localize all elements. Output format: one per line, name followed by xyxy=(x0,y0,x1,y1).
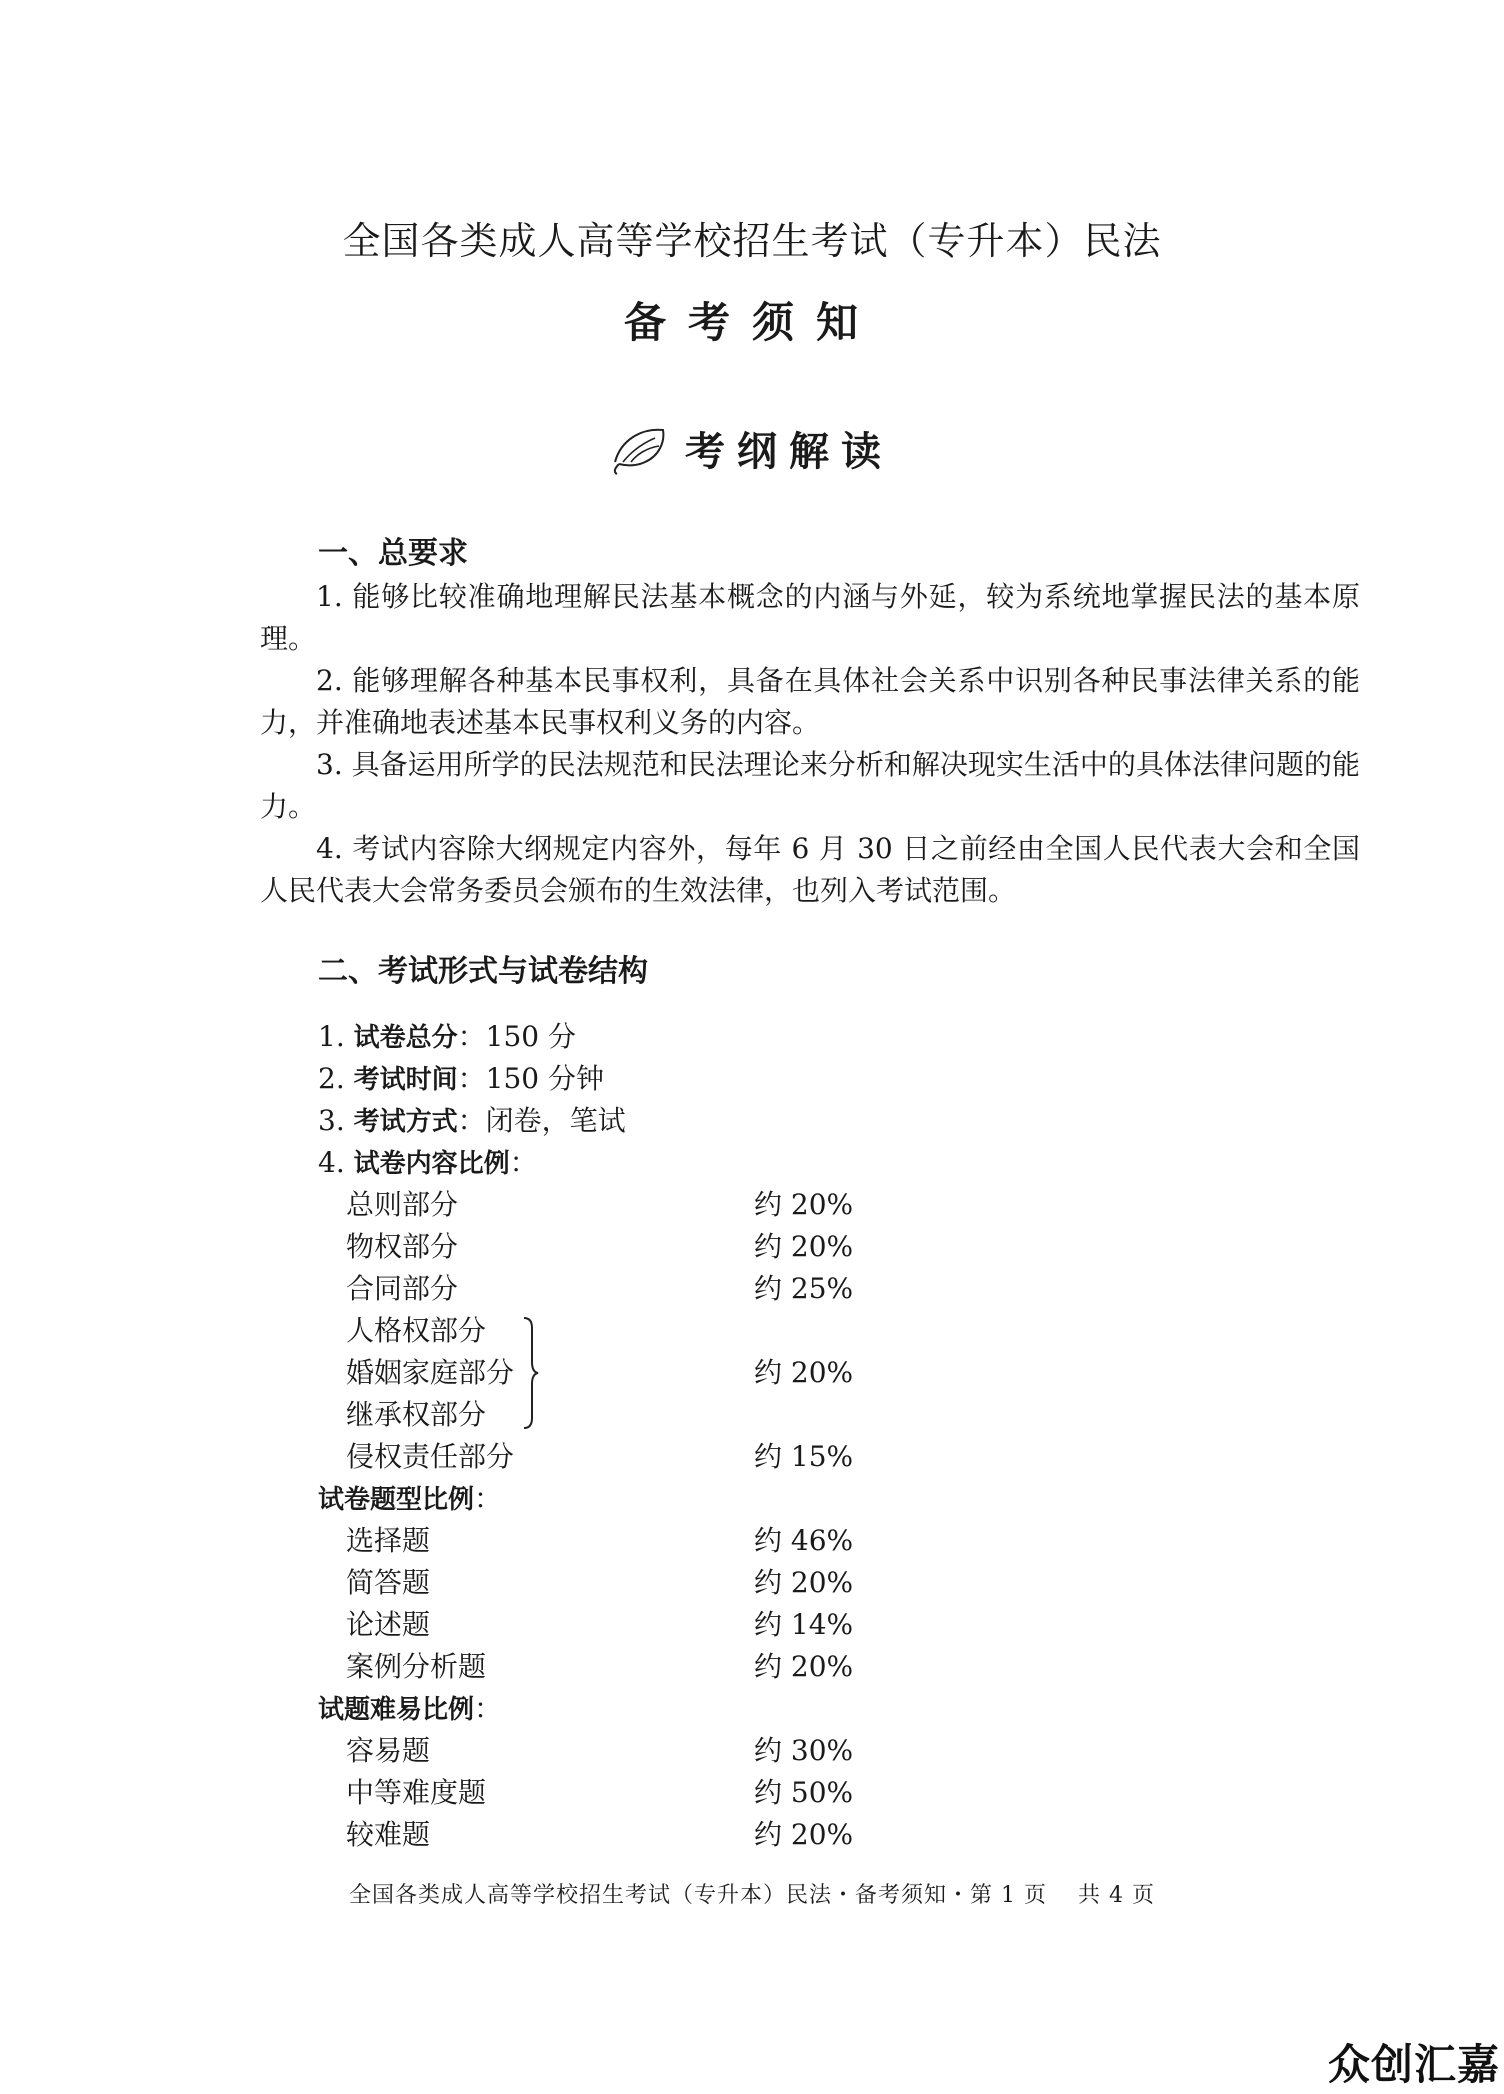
question-type-colon: ： xyxy=(474,1482,503,1515)
item-label: 考试时间 xyxy=(353,1065,458,1095)
section-heading-general: 一、总要求 xyxy=(318,536,468,571)
ratio-row-pct: 约 20% xyxy=(754,1188,854,1221)
page-footer: 全国各类成人高等学校招生考试（专升本）民法・备考须知・第 1 页 共 4 页 xyxy=(349,1883,1155,1908)
section-banner xyxy=(0,420,1504,477)
item-value: ：150 分 xyxy=(457,1020,576,1053)
difficulty-pct: 约 30% xyxy=(754,1734,854,1767)
item-label: 考试方式 xyxy=(353,1107,458,1137)
difficulty-pct: 约 20% xyxy=(754,1818,854,1851)
item-value: ： xyxy=(509,1146,538,1179)
item-number: 3. xyxy=(318,1104,345,1137)
ratio-row-name: 合同部分 xyxy=(346,1272,459,1305)
difficulty-name: 中等难度题 xyxy=(346,1776,487,1809)
item-value: ：闭卷，笔试 xyxy=(457,1104,626,1137)
exam-basic-time xyxy=(318,1058,604,1101)
ratio-row-name: 总则部分 xyxy=(346,1188,459,1221)
difficulty-name: 较难题 xyxy=(346,1818,431,1851)
item-number: 1. xyxy=(318,1020,345,1053)
ratio-group-pct: 约 20% xyxy=(754,1356,854,1389)
ratio-group-name: 继承权部分 xyxy=(346,1398,487,1431)
exam-basic-total-score xyxy=(318,1016,576,1059)
requirement-item-3: 3. 具备运用所学的民法规范和民法理论来分析和解决现实生活中的具体法律问题的能力。 xyxy=(260,748,1360,823)
ratio-group-name: 婚姻家庭部分 xyxy=(346,1356,515,1389)
ratio-row-name: 物权部分 xyxy=(346,1230,459,1263)
question-type-name: 案例分析题 xyxy=(346,1650,487,1683)
document-subtitle: 备考须知 xyxy=(623,298,880,347)
ginkgo-leaf-icon xyxy=(611,422,671,476)
difficulty-pct: 约 50% xyxy=(754,1776,854,1809)
question-type-pct: 约 46% xyxy=(754,1524,854,1557)
requirement-item-2: 2. 能够理解各种基本民事权利，具备在具体社会关系中识别各种民事法律关系的能力，并准确地表述基本民事权利义务的内容。 xyxy=(260,664,1360,739)
item-number: 4. xyxy=(318,1146,345,1179)
watermark: 众创汇嘉 xyxy=(1327,2040,1500,2089)
requirement-item-1: 1. 能够比较准确地理解民法基本概念的内涵与外延，较为系统地掌握民法的基本原理。 xyxy=(260,580,1360,655)
ratio-row-name: 侵权责任部分 xyxy=(346,1440,515,1473)
question-type-name: 论述题 xyxy=(346,1608,431,1641)
difficulty-heading xyxy=(318,1688,502,1731)
exam-basic-content-ratio xyxy=(318,1142,538,1185)
section-heading-exam-format: 二、考试形式与试卷结构 xyxy=(318,954,648,989)
question-type-name: 简答题 xyxy=(346,1566,431,1599)
section-banner-label: 考纲解读 xyxy=(685,428,893,475)
right-brace-icon xyxy=(522,1316,540,1430)
difficulty-name: 容易题 xyxy=(346,1734,431,1767)
question-type-label: 试卷题型比例 xyxy=(318,1485,475,1515)
difficulty-colon: ： xyxy=(474,1692,503,1725)
exam-basic-method xyxy=(318,1100,626,1143)
question-type-name: 选择题 xyxy=(346,1524,431,1557)
requirement-item-4: 4. 考试内容除大纲规定内容外，每年 6 月 30 日之前经由全国人民代表大会和全国人民代表大会常务委员会颁布的生效法律，也列入考试范围。 xyxy=(260,832,1360,907)
ratio-group-name: 人格权部分 xyxy=(346,1314,487,1347)
ratio-row-pct: 约 25% xyxy=(754,1272,854,1305)
item-label: 试卷内容比例 xyxy=(353,1149,510,1179)
question-type-pct: 约 20% xyxy=(754,1650,854,1683)
document-title: 全国各类成人高等学校招生考试（专升本）民法 xyxy=(342,219,1162,263)
difficulty-label: 试题难易比例 xyxy=(318,1695,475,1725)
item-number: 2. xyxy=(318,1062,345,1095)
item-value: ：150 分钟 xyxy=(457,1062,604,1095)
question-type-pct: 约 20% xyxy=(754,1566,854,1599)
question-type-pct: 约 14% xyxy=(754,1608,854,1641)
item-label: 试卷总分 xyxy=(353,1023,458,1053)
question-type-heading xyxy=(318,1478,502,1521)
ratio-row-pct: 约 20% xyxy=(754,1230,854,1263)
ratio-row-pct: 约 15% xyxy=(754,1440,854,1473)
